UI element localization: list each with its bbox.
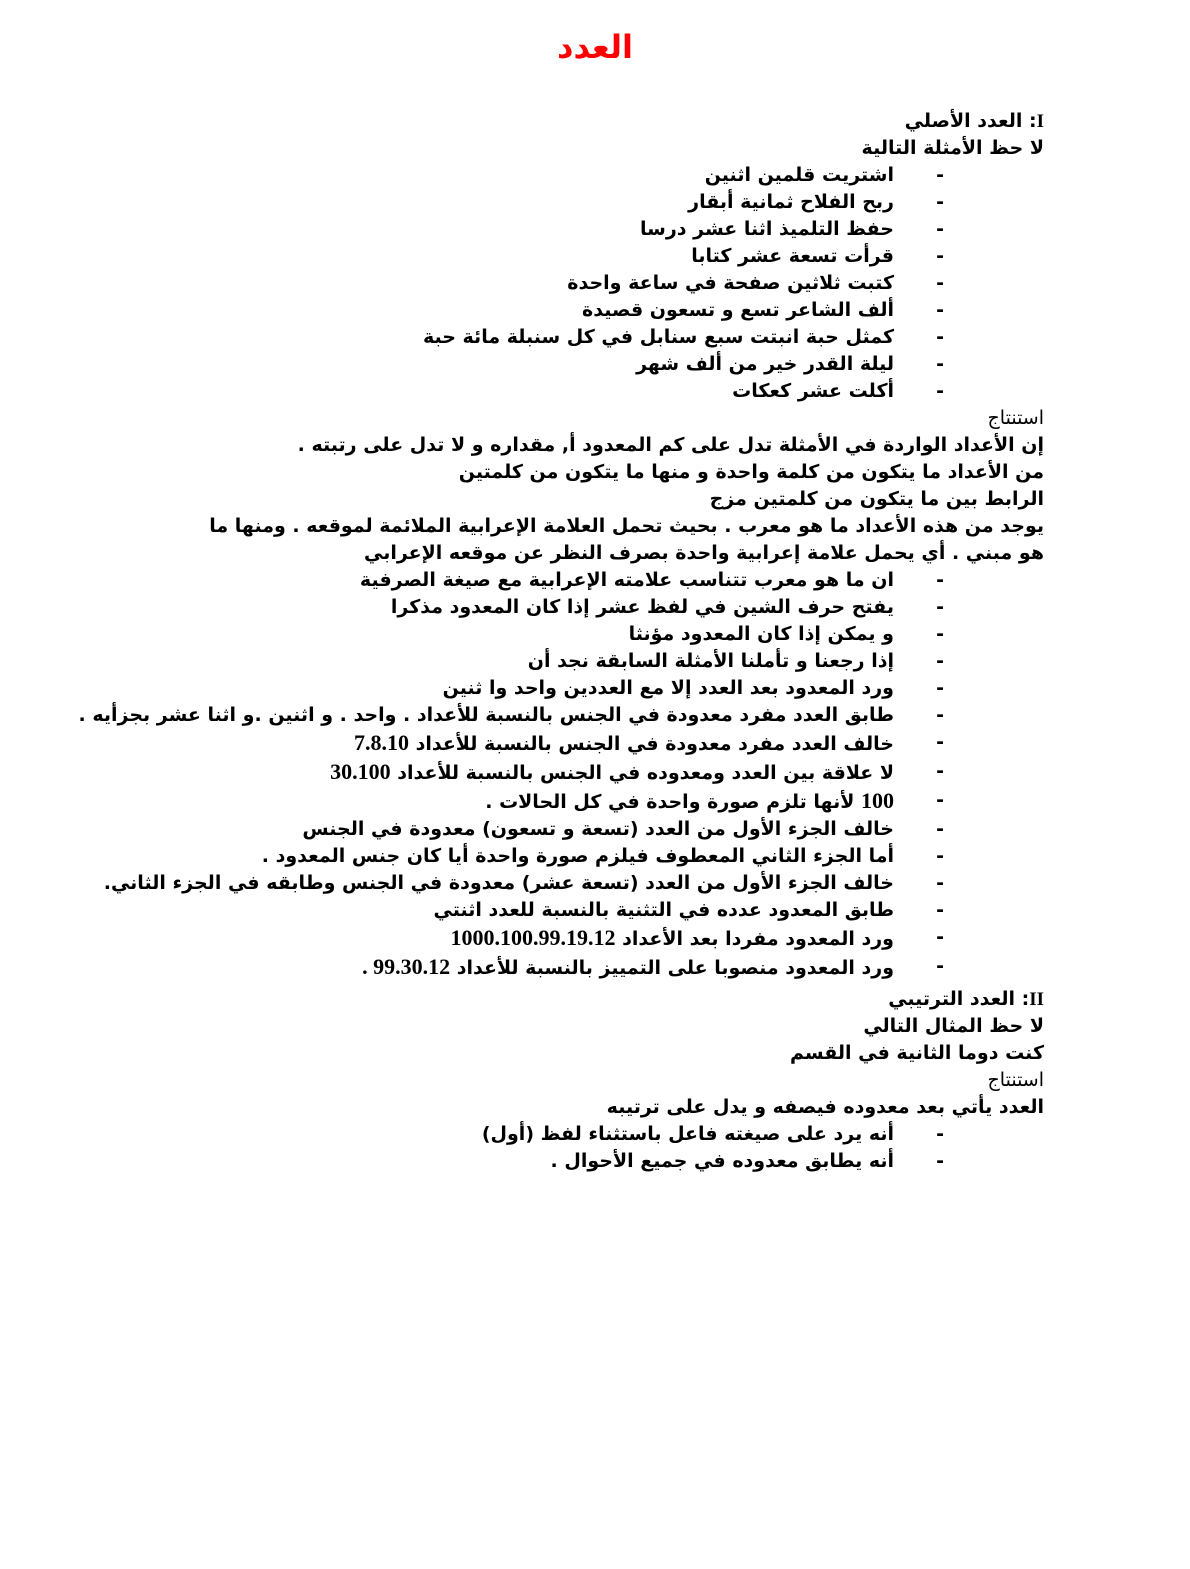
section-ordinal — [144, 986, 1044, 1175]
rule-item — [144, 924, 1044, 953]
rule-item — [144, 816, 1044, 843]
rule-text: أما الجزء الثاني المعطوف فيلزم صورة واحدة أيا كان جنس المعدود . — [261, 845, 894, 867]
examples-list — [144, 162, 1044, 405]
dash-bullet: - — [936, 353, 944, 375]
conclusion-line: يوجد من هذه الأعداد ما هو معرب . بحيث تحمل العلامة الإعرابية الملائمة لموقعه . ومنها ما هو مبني . أي يحمل علامة إعرابية واحدة بصرف النظر عن موقعه الإعرابي — [209, 515, 1044, 564]
rule-number: 7.8.10 — [353, 730, 409, 755]
example-text: أكلت عشر كعكات — [732, 380, 894, 402]
rule-text: ان ما هو معرب تتناسب علامته الإعرابية مع صيغة الصرفية — [359, 569, 894, 591]
conclusion-line: من الأعداد ما يتكون من كلمة واحدة و منها ما يتكون من كلمتين — [458, 461, 1044, 483]
example-text: ربح الفلاح ثمانية أبقار — [688, 191, 894, 213]
rule-item — [144, 675, 1044, 702]
rule-text: خالف الجزء الأول من العدد (تسعة عشر) معدودة في الجنس وطابقه في الجزء الثاني. — [103, 872, 894, 894]
ordinal-rule-item — [144, 1121, 1044, 1148]
rule-text: يفتح حرف الشين في لفظ عشر إذا كان المعدود مذكرا — [390, 596, 894, 618]
rule-item — [144, 567, 1044, 594]
rule-item — [144, 758, 1044, 787]
dash-bullet: - — [936, 380, 944, 402]
rule-text: ورد المعدود مفردا بعد الأعداد — [622, 928, 894, 950]
dash-bullet: - — [936, 731, 944, 753]
rule-text: خالف الجزء الأول من العدد (تسعة و تسعون) معدودة في الجنس — [302, 818, 894, 840]
dash-bullet: - — [936, 899, 944, 921]
rule-number: 30.100 — [330, 759, 391, 784]
section-heading-text: : العدد الترتيبي — [888, 988, 1030, 1010]
section-cardinal-heading — [144, 108, 1044, 135]
rule-text: لا علاقة بين العدد ومعدوده في الجنس بالنسبة للأعداد — [397, 762, 894, 784]
rule-text: خالف العدد مفرد معدودة في الجنس بالنسبة للأعداد — [415, 733, 894, 755]
example-item — [144, 270, 1044, 297]
rule-item — [144, 897, 1044, 924]
example-item — [144, 243, 1044, 270]
rule-item — [144, 787, 1044, 816]
dash-bullet: - — [936, 650, 944, 672]
section-cardinal — [78, 108, 1044, 982]
example-item — [144, 189, 1044, 216]
example-item — [144, 297, 1044, 324]
dash-bullet: - — [936, 845, 944, 867]
example-item — [144, 351, 1044, 378]
rule-number: 99.30.12 . — [362, 954, 451, 979]
example-text: حفظ التلميذ اثنا عشر درسا — [640, 218, 894, 240]
conclusion-line: إن الأعداد الواردة في الأمثلة تدل على كم المعدود أ, مقداره و لا تدل على رتبته . — [297, 434, 1044, 456]
dash-bullet: - — [936, 955, 944, 977]
example-line: كنت دوما الثانية في القسم — [789, 1042, 1044, 1064]
page-title: العدد — [557, 28, 633, 66]
rule-text: أنه يرد على صيغته فاعل باستثناء لفظ (أول) — [481, 1123, 894, 1145]
dash-bullet: - — [936, 677, 944, 699]
conclusion-line: العدد يأتي بعد معدوده فيصفه و يدل على ترتيبه — [606, 1096, 1044, 1118]
rule-text: طابق المعدود عدده في التثنية بالنسبة للعدد اثنتي — [433, 899, 894, 921]
rule-number: 1000.100.99.19.12 — [450, 925, 616, 950]
ordinal-rule-item — [144, 1148, 1044, 1175]
example-text: ليلة القدر خير من ألف شهر — [636, 353, 894, 375]
dash-bullet: - — [936, 1150, 944, 1172]
dash-bullet: - — [936, 272, 944, 294]
example-text: ألف الشاعر تسع و تسعون قصيدة — [582, 299, 894, 321]
example-text: كتبت ثلاثين صفحة في ساعة واحدة — [567, 272, 894, 294]
dash-bullet: - — [936, 760, 944, 782]
example-text: اشتريت قلمين اثنين — [704, 164, 894, 186]
dash-bullet: - — [936, 1123, 944, 1145]
rule-text: إذا رجعنا و تأملنا الأمثلة السابقة نجد أن — [527, 650, 894, 672]
rules-list — [78, 567, 1044, 982]
example-item — [144, 378, 1044, 405]
dash-bullet: - — [936, 245, 944, 267]
dash-bullet: - — [936, 326, 944, 348]
dash-bullet: - — [936, 218, 944, 240]
dash-bullet: - — [936, 569, 944, 591]
conclusion-label: استنتاج — [987, 1069, 1044, 1091]
dash-bullet: - — [936, 164, 944, 186]
rule-text: ورد المعدود منصوبا على التمييز بالنسبة للأعداد — [456, 957, 894, 979]
example-item — [144, 162, 1044, 189]
conclusion-label: استنتاج — [987, 407, 1044, 429]
dash-bullet: - — [936, 872, 944, 894]
dash-bullet: - — [936, 818, 944, 840]
dash-bullet: - — [936, 789, 944, 811]
rule-item — [78, 702, 1044, 729]
rule-item — [144, 594, 1044, 621]
observe-label: لا حظ الأمثلة التالية — [861, 137, 1044, 159]
rule-text: طابق العدد مفرد معدودة في الجنس بالنسبة للأعداد . واحد . و اثنين .و اثنا عشر بجزأيه . — [78, 704, 894, 726]
rule-item — [144, 648, 1044, 675]
rule-text: و يمكن إذا كان المعدود مؤنثا — [628, 623, 894, 645]
rule-text: أنه يطابق معدوده في جميع الأحوال . — [550, 1150, 894, 1172]
rule-item — [144, 621, 1044, 648]
conclusion-line: الرابط بين ما يتكون من كلمتين مزج — [709, 488, 1044, 510]
rule-number: 100 — [861, 788, 894, 813]
example-item — [144, 324, 1044, 351]
dash-bullet: - — [936, 926, 944, 948]
section-heading-text: : العدد الأصلي — [904, 110, 1037, 132]
dash-bullet: - — [936, 623, 944, 645]
section-numeral: I — [1036, 111, 1044, 132]
rule-item — [144, 953, 1044, 982]
dash-bullet: - — [936, 596, 944, 618]
dash-bullet: - — [936, 704, 944, 726]
rule-item — [103, 870, 1044, 897]
rule-item — [144, 729, 1044, 758]
section-numeral: II — [1029, 989, 1044, 1010]
rule-item — [144, 843, 1044, 870]
rule-text: ورد المعدود بعد العدد إلا مع العددين واحد وا ثنين — [442, 677, 894, 699]
section-ordinal-heading — [144, 986, 1044, 1013]
rule-text: لأنها تلزم صورة واحدة في كل الحالات . — [485, 791, 855, 813]
ordinal-rules-list — [144, 1121, 1044, 1175]
dash-bullet: - — [936, 299, 944, 321]
example-item — [144, 216, 1044, 243]
dash-bullet: - — [936, 191, 944, 213]
example-text: كمثل حبة انبتت سبع سنابل في كل سنبلة مائة حبة — [422, 326, 894, 348]
example-text: قرأت تسعة عشر كتابا — [691, 245, 894, 267]
observe-label: لا حظ المثال التالي — [863, 1015, 1044, 1037]
